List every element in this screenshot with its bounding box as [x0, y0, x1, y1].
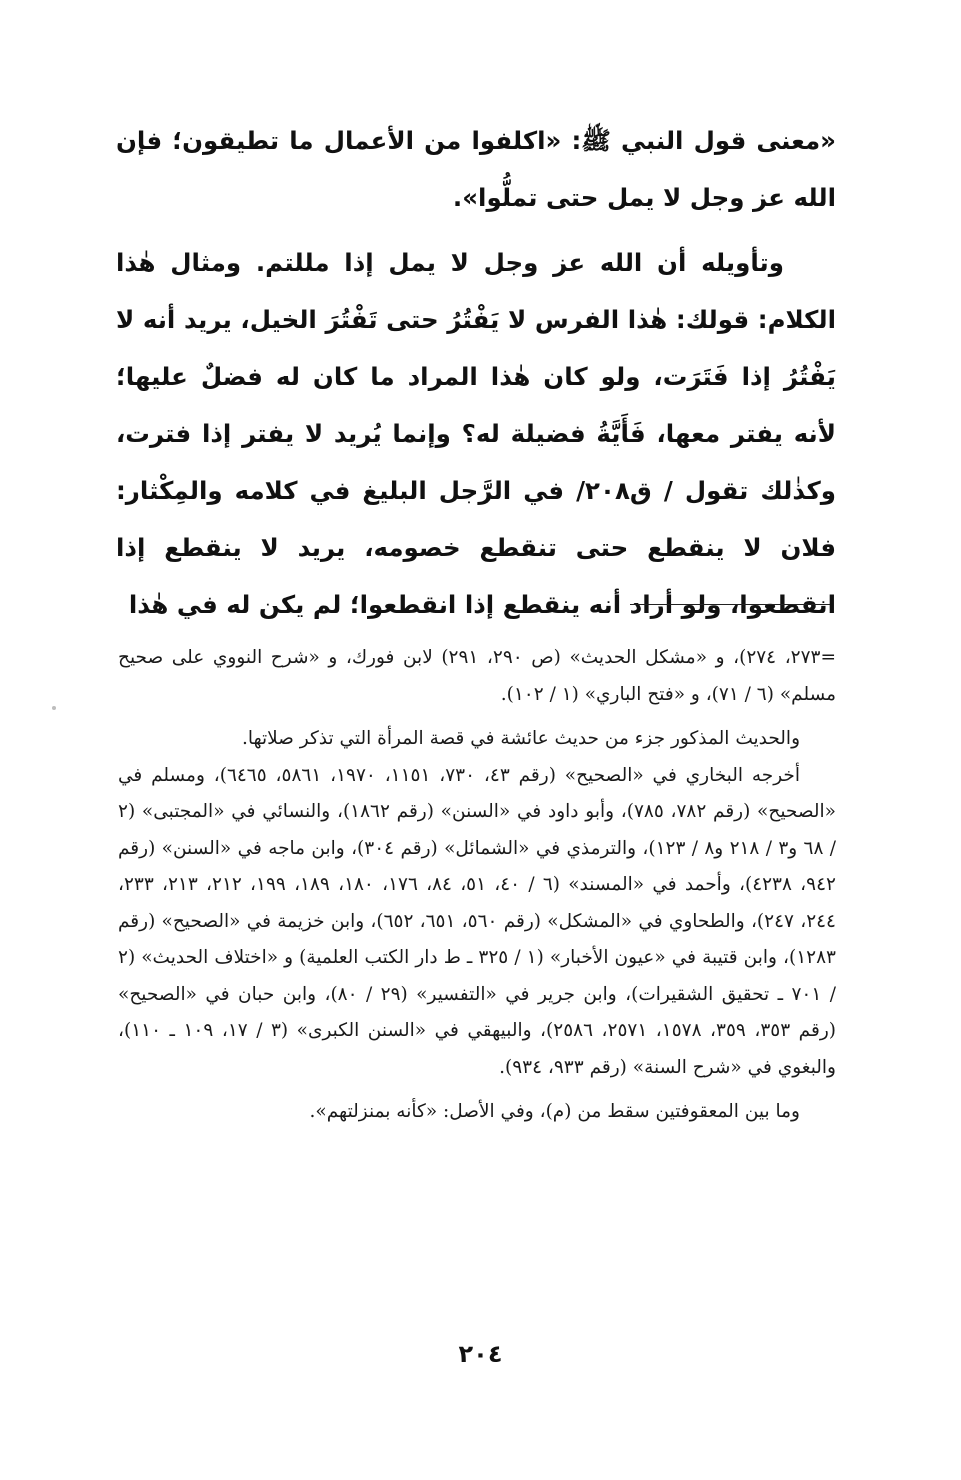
- footnote-continuation: =٢٧٣، ٢٧٤)، و «مشكل الحديث» (ص ٢٩٠، ٢٩١) لابن فورك، و «شرح النووي على صحيح مسلم» (٦ / ٧١)، و «فتح الباري» (١ / ١٠٢).: [118, 647, 836, 705]
- footnotes-block: [118, 640, 836, 1131]
- footnote-takhrij: أخرجه البخاري في «الصحيح» (رقم ٤٣، ٧٣٠، ١١٥١، ١٩٧٠، ٥٨٦١، ٦٤٦٥)، ومسلم في «الصحيح» (رقم ٧٨٢، ٧٨٥)، وأبو داود في «السنن» (رقم ١٨٦٢)، والنسائي في «المجتبى» (٢ / ٦٨ و٣ / ٢١٨ و٨ / ١٢٣)، والترمذي في «الشمائل» (رقم ٣٠٤)، وابن ماجه في «السنن» (رقم ٩٤٢، ٤٢٣٨)، وأحمد في «المسند» (٦ / ٤٠، ٥١، ٨٤، ١٧٦، ١٨٠، ١٨٩، ١٩٩، ٢١٢، ٢١٣، ٢٣٣، ٢٤٤، ٢٤٧)، والطحاوي في «المشكل» (رقم ٥٦٠، ٦٥١، ٦٥٢)، وابن خزيمة في «الصحيح» (رقم ١٢٨٣)، وابن قتيبة في «عيون الأخبار» (١ / ٣٢٥ ـ ط دار الكتب العلمية) و «اختلاف الحديث» (٢ / ٧٠١ ـ تحقيق الشقيرات)، وابن جرير في «التفسير» (٢٩ / ٨٠)، وابن حبان في «الصحيح» (رقم ٣٥٣، ٣٥٩، ١٥٧٨، ٢٥٧١، ٢٥٨٦)، والبيهقي في «السنن الكبرى» (٣ / ١٧، ١٠٩ ـ ١١٠)، والبغوي في «شرح السنة» (رقم ٩٣٣، ٩٣٤).: [118, 764, 836, 1078]
- scan-speck: [52, 706, 56, 710]
- main-paragraph-1: «معنى قول النبي ﷺ: «اكلفوا من الأعمال ما تطيقون؛ فإن الله عز وجل لا يمل حتى تملُّوا».: [116, 126, 836, 212]
- main-text-block: [116, 112, 836, 633]
- page-number: ٢٠٤: [458, 1340, 503, 1368]
- footnote-hadith-note: والحديث المذكور جزء من حديث عائشة في قصة المرأة التي تذكر صلاتها.: [241, 728, 800, 749]
- main-paragraph-2: وتأويله أن الله عز وجل لا يمل إذا مللتم. ومثال هٰذا الكلام: قولك: هٰذا الفرس لا يَفْتُرُ حتى تَفْتُرَ الخيل، يريد أنه لا يَفْتُرُ إذا فَتَرَت، ولو كان هٰذا المراد ما كان له فضلٌ عليها؛ لأنه يفتر معها، فَأَيَّةُ فضيلة له؟ وإنما يُريد لا يفتر إذا فترت، وكذٰلك تقول / ق٢٠٨/ في الرَّجل البليغ في كلامه والمِكْثار: فلان لا ينقطع حتى تنقطع خصومه، يريد لا ينقطع إذا انقطعوا، ولو أراد أنه ينقطع إذا انقطعوا؛ لم يكن له في هٰذا: [116, 248, 836, 619]
- footnote-brackets-note: وما بين المعقوفتين سقط من (م)، وفي الأصل: «كأنه بمنزلتهم».: [309, 1101, 800, 1122]
- footnote-separator: [630, 604, 830, 605]
